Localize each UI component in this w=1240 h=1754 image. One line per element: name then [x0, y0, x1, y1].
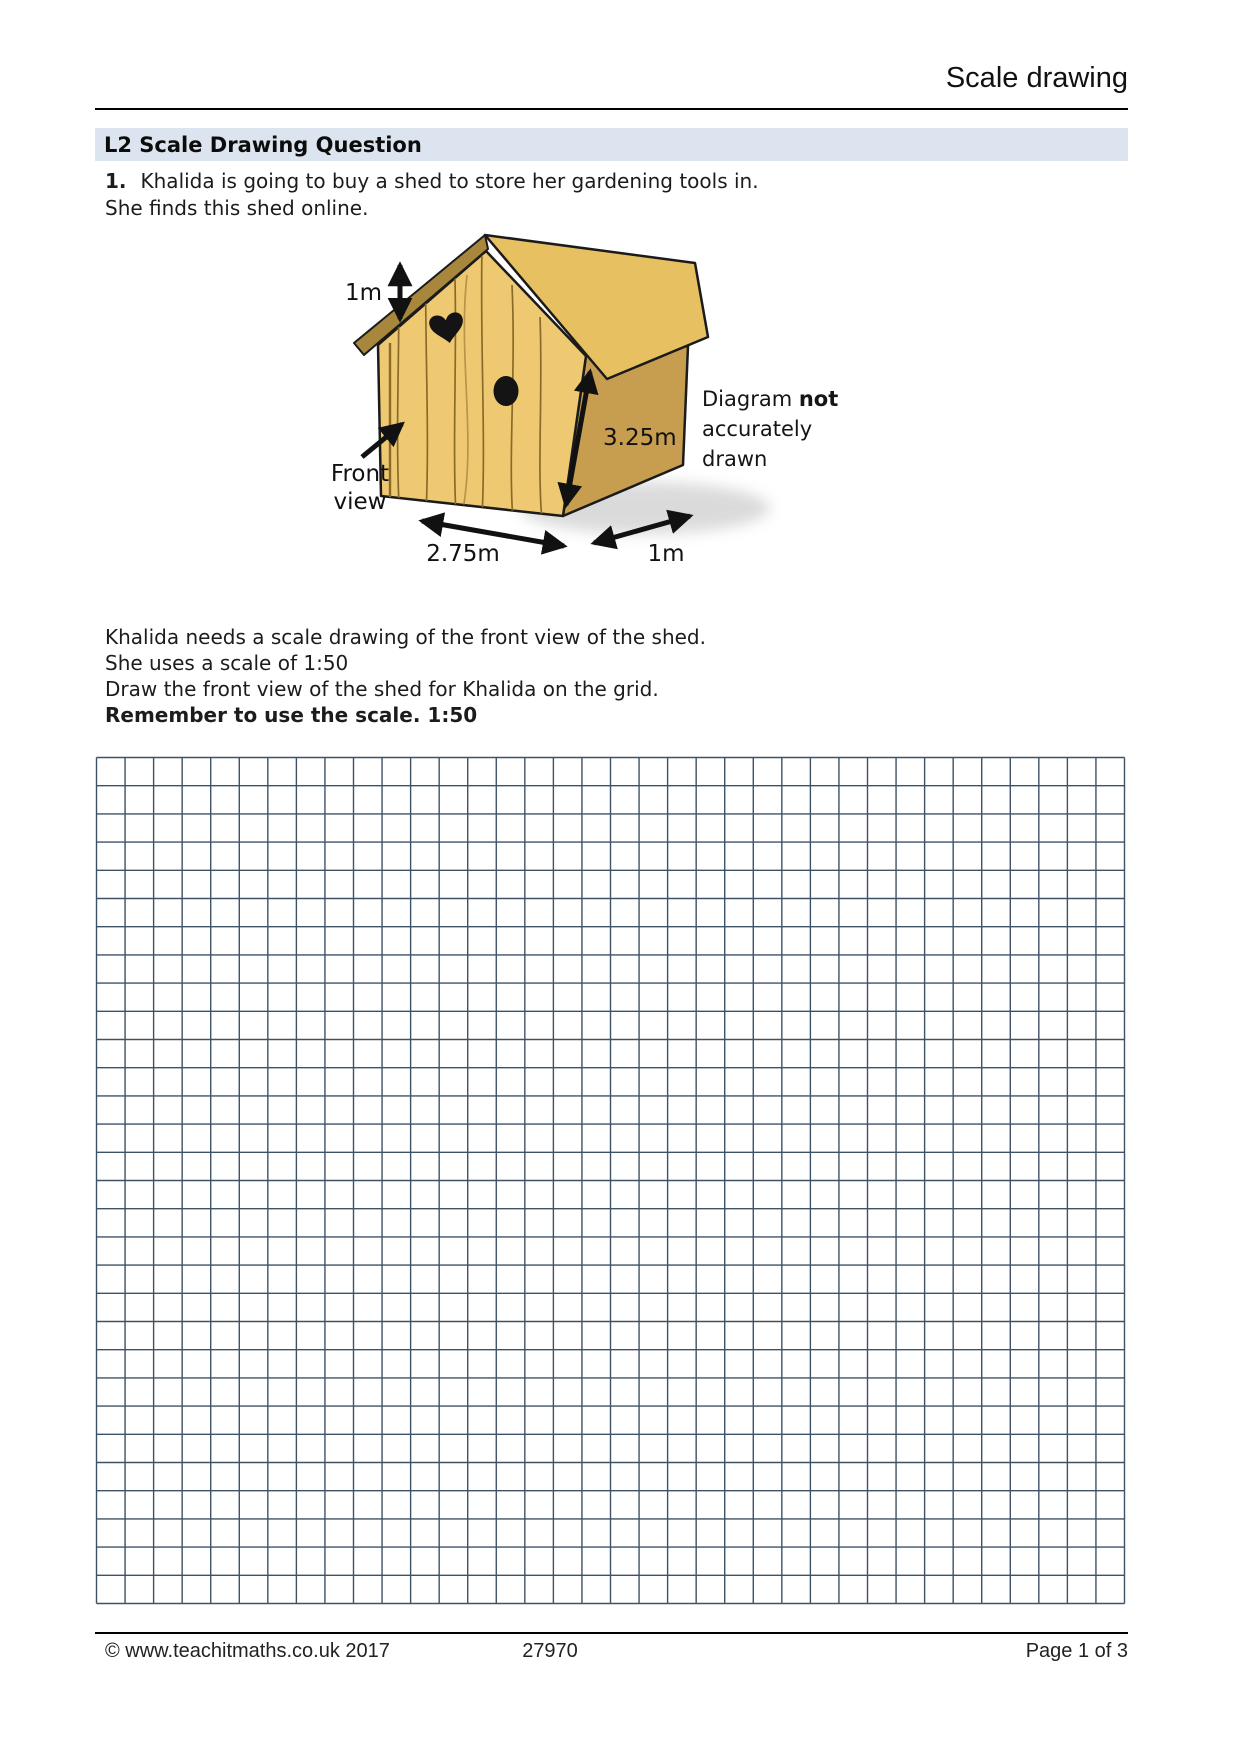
question-line-2: She finds this shed online. — [105, 196, 369, 220]
wall-height-label: 3.25m — [603, 425, 677, 451]
task-text — [105, 624, 1085, 728]
not-accurate-note: Diagram not accurately drawn — [702, 387, 839, 471]
front-view-label-1: Front — [330, 461, 390, 487]
page-title: Scale drawing — [945, 62, 1128, 94]
front-view-label-2: view — [333, 489, 387, 515]
footer-doc-id: 27970 — [522, 1640, 578, 1662]
question-number: 1. — [105, 169, 127, 193]
footer-page-number: Page 1 of 3 — [1025, 1640, 1128, 1662]
task-line-3: Draw the front view of the shed for Khalida on the grid. — [105, 677, 659, 701]
front-width-label: 2.75m — [426, 541, 500, 567]
question-text — [105, 168, 1085, 222]
door-knob — [494, 376, 519, 406]
footer-divider — [95, 1632, 1128, 1634]
task-line-2: She uses a scale of 1:50 — [105, 651, 349, 675]
footer-copyright: © www.teachitmaths.co.uk 2017 — [105, 1640, 390, 1662]
task-line-4: Remember to use the scale. 1:50 — [105, 703, 478, 727]
task-line-1: Khalida needs a scale drawing of the front view of the shed. — [105, 625, 706, 649]
section-title: L2 Scale Drawing Question — [104, 132, 422, 157]
question-line-1: 1. Khalida is going to buy a shed to store her gardening tools in. — [105, 169, 759, 193]
depth-label: 1m — [647, 541, 685, 567]
section-header-bar — [95, 128, 1128, 161]
roof-height-label: 1m — [344, 280, 382, 306]
header-divider — [95, 108, 1128, 110]
drawing-grid — [95, 756, 1126, 1609]
